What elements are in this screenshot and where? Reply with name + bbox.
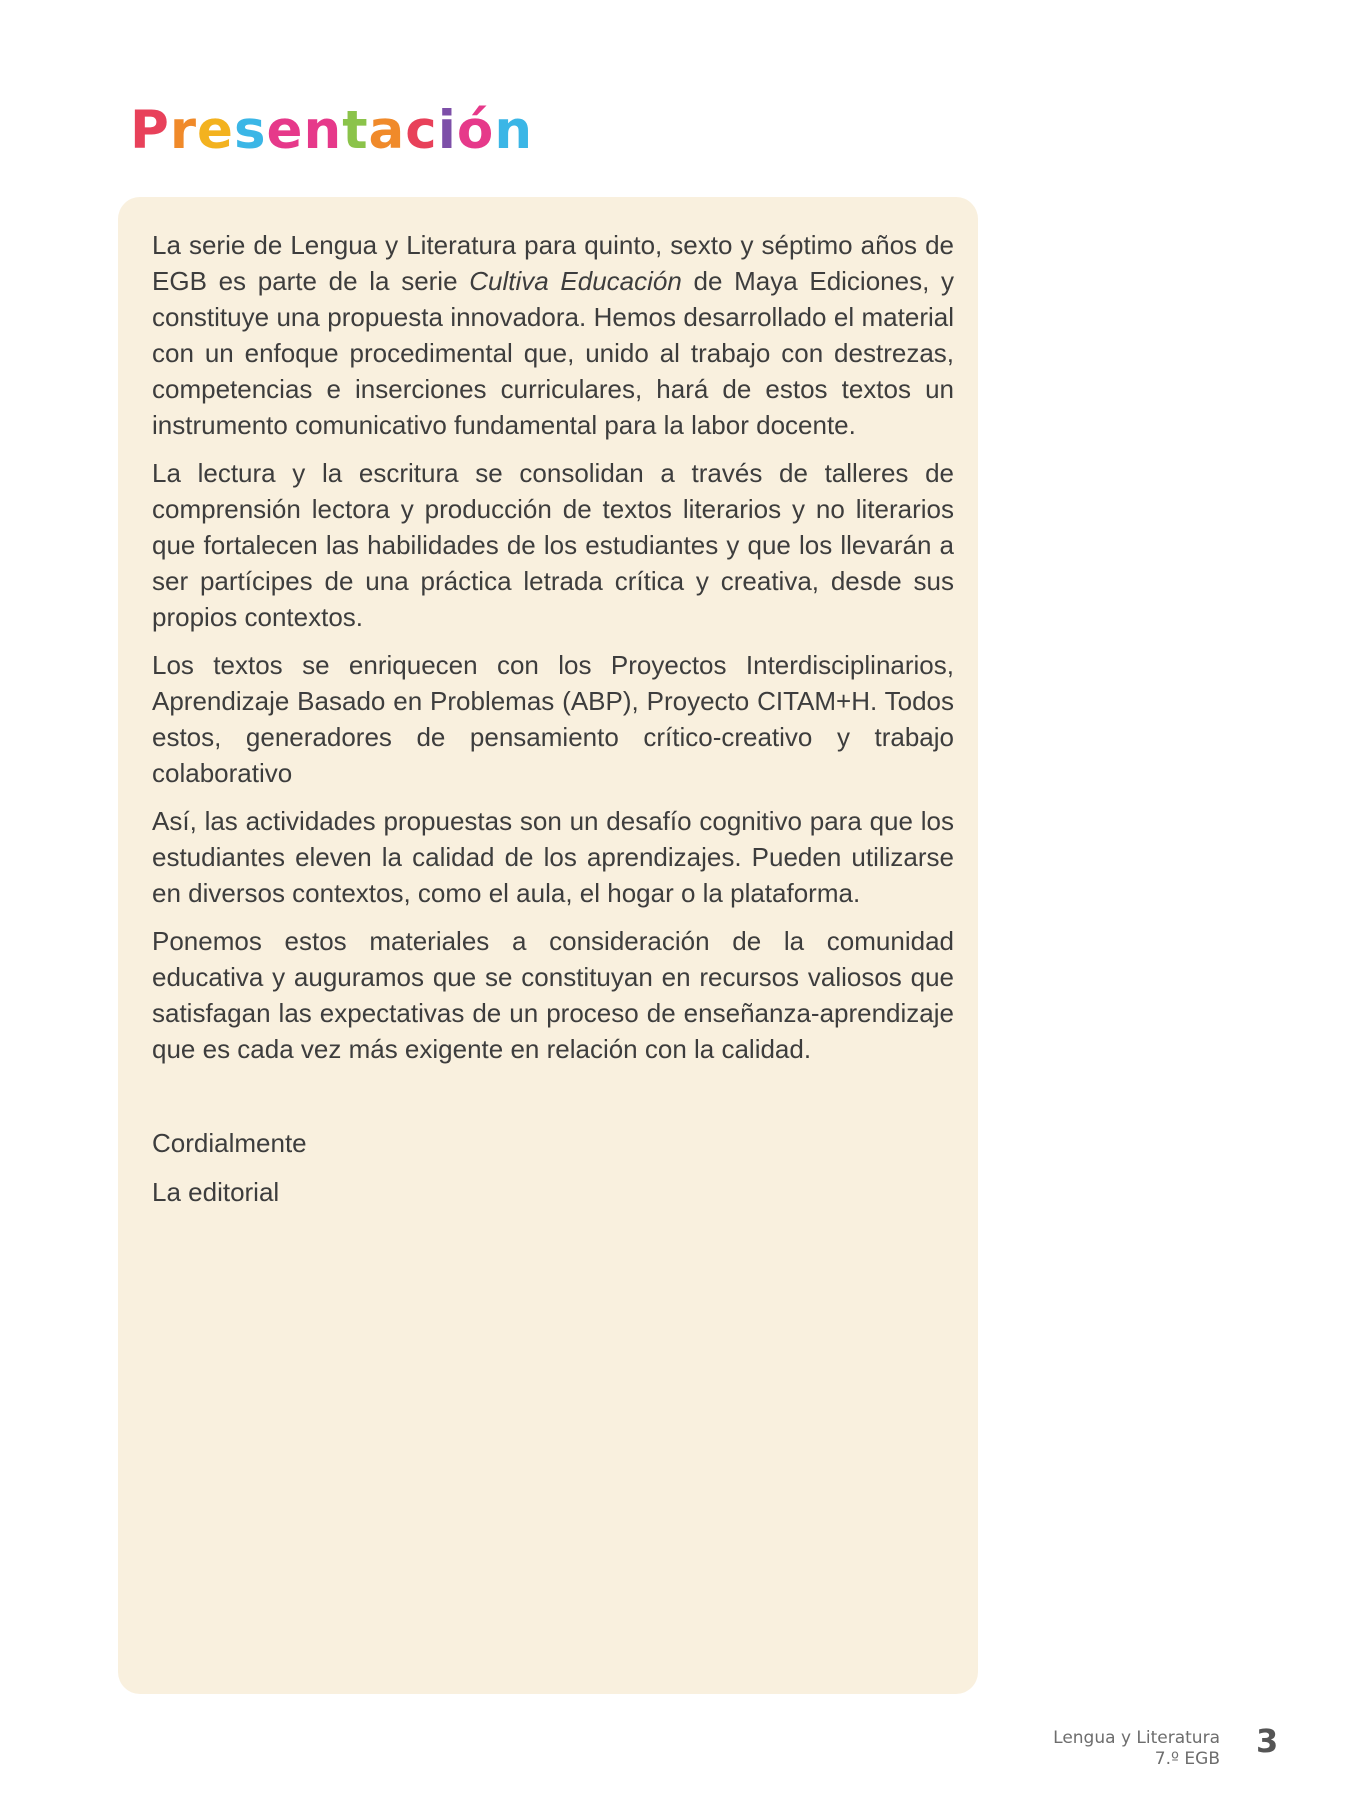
- paragraph-2: La lectura y la escritura se consolidan a través de talleres de comprensión lectora y producción de textos literarios y no literarios que fortalecen las habilidades de los estudiantes y que los llevarán a ser partícipes de una práctica letrada crítica y creativa, desde sus propios contextos.: [152, 458, 954, 632]
- page-number: 3: [1256, 1722, 1279, 1760]
- title-letter: c: [405, 100, 438, 161]
- page-title: [130, 100, 534, 161]
- paragraph-5: Ponemos estos materiales a consideración de la comunidad educativa y auguramos que se constituyan en recursos valiosos que satisfagan las expectativas de un proceso de enseñanza-aprendizaje que es cada vez más exigente en relación con la calidad.: [152, 926, 954, 1064]
- footer-subject: Lengua y Literatura: [1053, 1728, 1220, 1748]
- presentation-body: [152, 227, 954, 1210]
- paragraph-1: [152, 227, 954, 443]
- title-letter: e: [197, 100, 234, 161]
- paragraph-1-end: de Maya Ediciones, y constituye una propuesta innovadora. Hemos desarrollado el material con un enfoque procedimental que, unido al trabajo con destrezas, competencias e inserciones curriculares, hará de estos textos un instrumento comunicativo fundamental para la labor docente.: [152, 266, 954, 440]
- closing-block: [152, 1125, 954, 1210]
- title-letter: n: [303, 100, 343, 161]
- title-letter: ó: [456, 100, 495, 161]
- title-letter: t: [342, 100, 369, 161]
- title-letter: e: [266, 100, 304, 161]
- footer-grade: 7.º EGB: [1154, 1749, 1220, 1769]
- title-letter: P: [130, 100, 170, 161]
- title-letter: n: [494, 100, 534, 161]
- title-letter: s: [233, 100, 267, 161]
- page-footer: [1053, 1728, 1220, 1770]
- title-letter: a: [368, 100, 406, 161]
- title-letter: i: [437, 100, 457, 161]
- title-letter: r: [169, 100, 197, 161]
- series-name: Cultiva Educación: [469, 266, 682, 296]
- signature-text: La editorial: [152, 1177, 280, 1207]
- paragraph-3: Los textos se enriquecen con los Proyectos Interdisciplinarios, Aprendizaje Basado en Problemas (ABP), Proyecto CITAM+H. Todos estos, generadores de pensamiento crítico-creativo y trabajo colaborativo: [152, 650, 954, 788]
- paragraph-4: Así, las actividades propuestas son un desafío cognitivo para que los estudiantes eleven la calidad de los aprendizajes. Pueden utilizarse en diversos contextos, como el aula, el hogar o la plataforma.: [152, 806, 954, 908]
- presentation-panel: [118, 197, 978, 1694]
- closing-text: Cordialmente: [152, 1128, 307, 1158]
- paragraph-1-start: La serie de Lengua y Literatura para quinto, sexto y séptimo años de EGB es parte de la serie: [152, 230, 954, 296]
